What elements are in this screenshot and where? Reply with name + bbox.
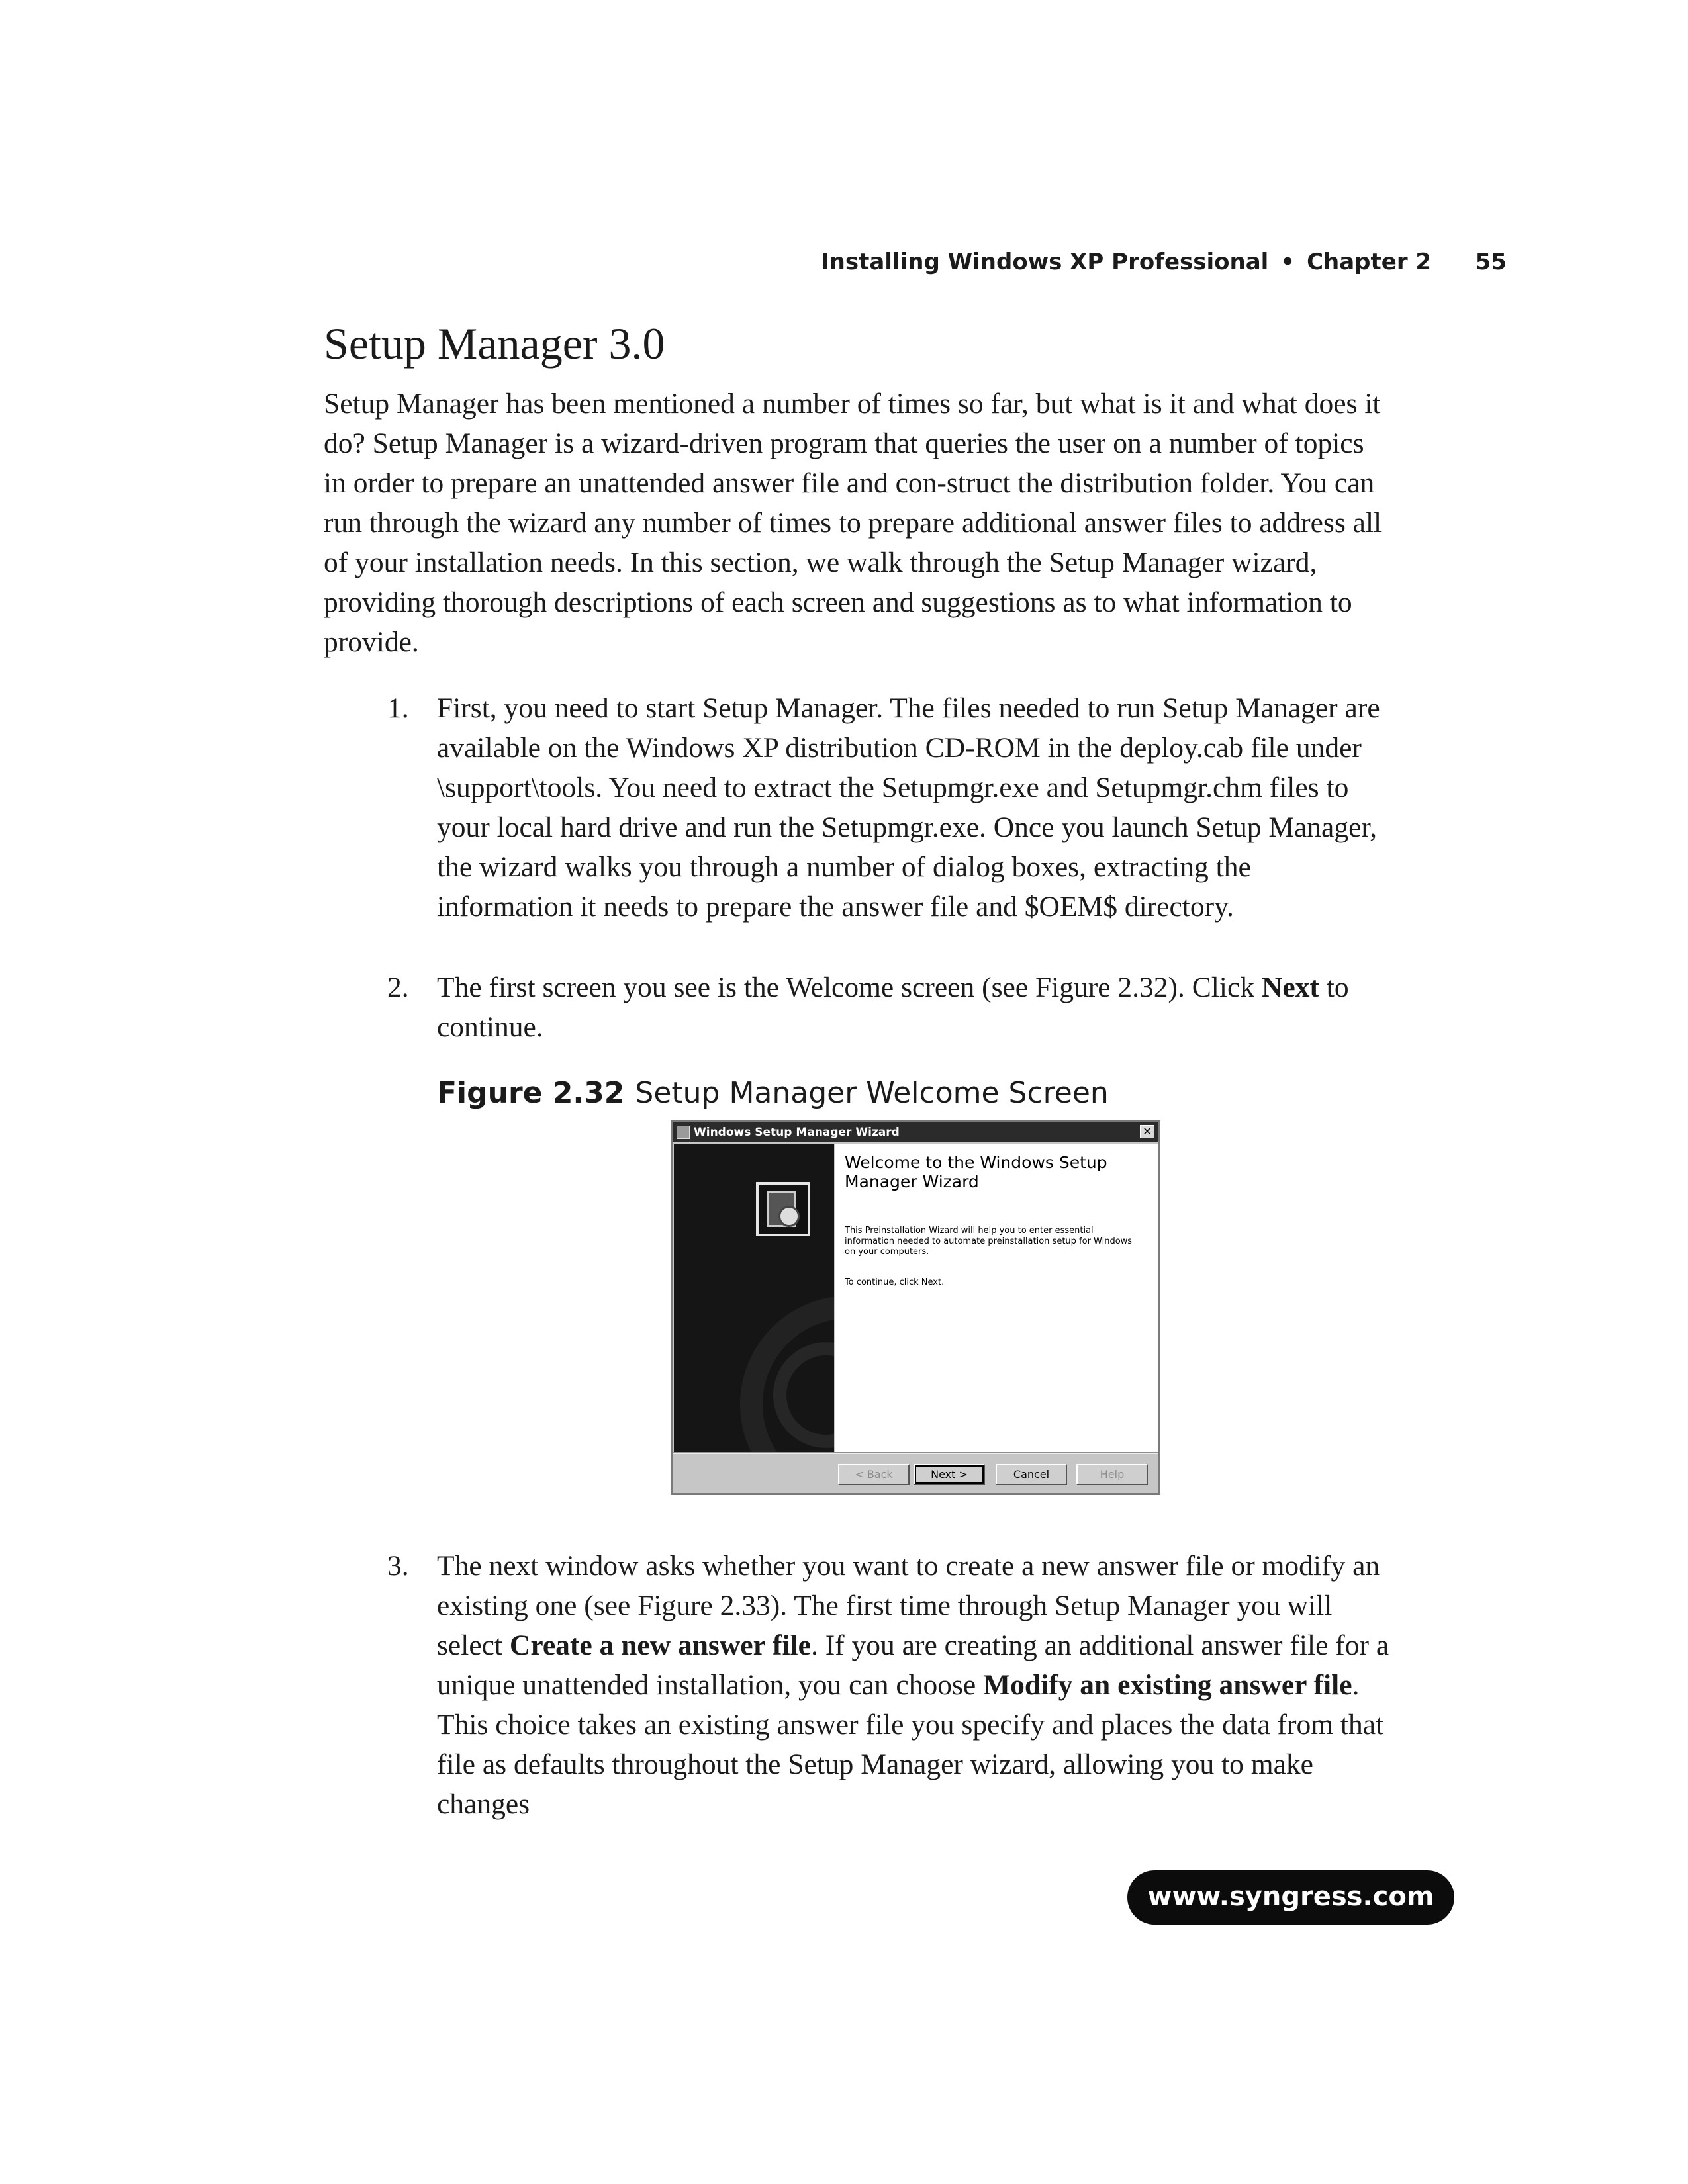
figure-title: Setup Manager Welcome Screen bbox=[635, 1076, 1109, 1110]
setup-manager-wizard-screenshot bbox=[671, 1120, 1160, 1495]
cancel-button[interactable]: Cancel bbox=[996, 1464, 1067, 1485]
help-button[interactable]: Help bbox=[1076, 1464, 1148, 1485]
header-separator: • bbox=[1280, 249, 1295, 275]
wizard-description: This Preinstallation Wizard will help you to enter essential information needed to automate preinstallation setup for Windows on your computers. bbox=[845, 1226, 1133, 1257]
chapter-label: Chapter 2 bbox=[1307, 249, 1432, 275]
running-title: Installing Windows XP Professional bbox=[821, 249, 1269, 275]
step-number: 3. bbox=[387, 1550, 409, 1582]
wizard-continue-text: To continue, click Next. bbox=[845, 1277, 945, 1287]
publisher-url-badge: www.syngress.com bbox=[1127, 1870, 1454, 1925]
step-text: . This choice takes an existing answer file you specify and places the data from that file as defaults throughout the Setup Manager wizard, allowing you to make changes bbox=[437, 1669, 1384, 1820]
cd-disc-shape bbox=[778, 1206, 800, 1227]
step-text: The first screen you see is the Welcome screen (see Figure 2.32). Click bbox=[437, 972, 1255, 1003]
wizard-heading: Welcome to the Windows Setup Manager Wizard bbox=[845, 1153, 1107, 1191]
page-number: 55 bbox=[1475, 249, 1507, 275]
step-number: 2. bbox=[387, 972, 409, 1003]
back-button[interactable]: < Back bbox=[838, 1464, 910, 1485]
step-2 bbox=[387, 968, 1390, 1047]
wizard-window-title: Windows Setup Manager Wizard bbox=[694, 1126, 900, 1139]
next-button[interactable]: Next > bbox=[914, 1464, 985, 1485]
step-bold-modify-existing: Modify an existing answer file bbox=[983, 1669, 1352, 1701]
step-text: The next window asks whether you want to create a new answer file or modify an existing one (see Figure 2.33). The first time through Setup Manager you will select bbox=[437, 1550, 1380, 1661]
step-3 bbox=[387, 1546, 1390, 1824]
wizard-app-icon bbox=[677, 1126, 690, 1139]
step-bold-create-new: Create a new answer file bbox=[509, 1629, 811, 1661]
close-icon[interactable]: ✕ bbox=[1140, 1125, 1154, 1138]
wizard-content-panel bbox=[835, 1144, 1158, 1452]
step-text: to continue. bbox=[437, 972, 1349, 1043]
running-header bbox=[821, 249, 1507, 285]
figure-number: Figure 2.32 bbox=[437, 1076, 625, 1110]
wizard-titlebar bbox=[673, 1122, 1158, 1142]
intro-paragraph: Setup Manager has been mentioned a number of times so far, but what is it and what does it do? Setup Manager is a wizard-driven program that queries the user on a number of topics in order to prepare an unattended answer file and con-struct the distribution folder. You can run through the wizard any number of times to prepare additional answer files to address all of your installation needs. In this section, we walk through the Setup Manager wizard, providing thorough descriptions of each screen and suggestions as to what information to provide. bbox=[324, 388, 1382, 658]
running-title-group bbox=[821, 249, 1431, 275]
step-number: 1. bbox=[387, 692, 409, 724]
step-text: First, you need to start Setup Manager. The files needed to run Setup Manager are available on the Windows XP distribution CD-ROM in the deploy.cab file under \support\tools. You need to extract the Setupmgr.exe and Setupmgr.chm files to your local hard drive and run the Setupmgr.exe. Once you launch Setup Manager, the wizard walks you through a number of dialog boxes, extracting the information it needs to prepare the answer file and $OEM$ directory. bbox=[437, 692, 1380, 923]
figure-caption bbox=[437, 1076, 1109, 1110]
step-1 bbox=[387, 688, 1390, 927]
setup-box-cd-icon bbox=[756, 1182, 810, 1236]
wizard-button-separator bbox=[673, 1452, 1158, 1454]
section-title: Setup Manager 3.0 bbox=[324, 318, 665, 369]
wizard-side-banner bbox=[674, 1144, 834, 1452]
step-bold-next: Next bbox=[1261, 972, 1319, 1003]
step-text: . If you are creating an additional answer file for a unique unattended installation, you can choose bbox=[437, 1629, 1389, 1701]
